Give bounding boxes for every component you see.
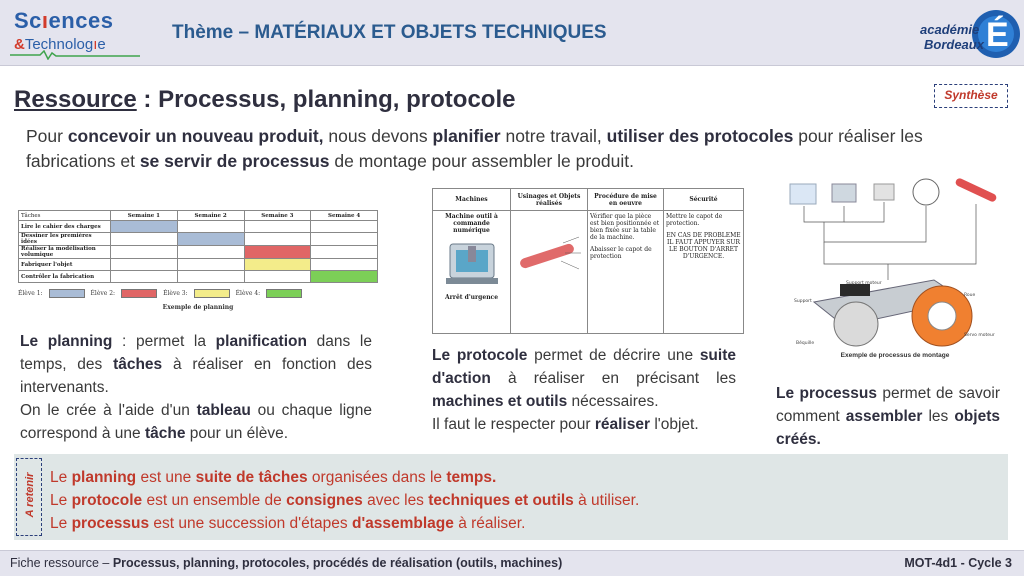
footer-left: Fiche ressource – Processus, planning, protocoles, procédés de réalisation (outils, machines) [10,556,563,570]
logo-amp: & [14,36,25,53]
planning-week-cell [244,221,311,233]
header-bar [0,0,1024,66]
planning-week-cell [111,233,178,246]
planning-row [19,271,378,283]
protocol-table [432,188,744,334]
protocol-description: Le protocole permet de décrire une suite d'action à réaliser en précisant les machines et outils nécessaires. Il faut le respecter pour réaliser l'objet. [432,347,736,433]
planning-week-cell [177,221,244,233]
process-label-servo-moteur: Servo moteur [964,333,995,338]
planning-legend-swatch [49,289,85,298]
planning-week-cell [311,271,378,283]
machine-label: Machine outil à commande numérique [445,213,498,234]
planning-week-cell [177,233,244,246]
planning-week-cell [311,221,378,233]
planning-week-cell [177,259,244,271]
planning-week-cell [111,259,178,271]
resource-title-prefix: Ressource [14,86,137,113]
assembly-diagram [784,176,1006,372]
academie-bordeaux-logo [910,2,1020,64]
process-label-support: Support [794,299,812,304]
logo-text-ences: ences [48,8,114,33]
retenir-list [50,466,639,535]
retenir-line-protocole: Le protocole est un ensemble de consignes avec les techniques et outils à utiliser. [50,492,640,509]
emergency-stop-label: Arrêt d'urgence [444,294,499,301]
planning-week-cell [311,233,378,246]
planning-legend-swatch [121,289,157,298]
planning-week-cell [244,233,311,246]
logo-text-e: e [97,36,106,53]
machined-part-icon [513,213,585,293]
security-step-1: Mettre le capot de protection. [666,213,723,227]
planning-table [18,210,378,283]
resource-title [14,86,515,114]
retenir-line-planning: Le planning est une suite de tâches organisées dans le temps. [50,469,497,486]
planning-header-cell: Tâches [19,211,111,221]
planning-header-cell: Semaine 4 [311,211,378,221]
intro-paragraph: Pour concevoir un nouveau produit, nous devons planifier notre travail, utiliser des protocoles pour réaliser les fabrications et se servir de processus de montage pour assembler le produit. [26,126,923,171]
footer-code: MOT-4d1 - Cycle 3 [904,556,1012,570]
planning-week-cell [177,246,244,259]
protocol-header-machines: Machines [433,189,511,211]
planning-legend [18,289,378,298]
sciences-technologie-logo: Scıences &Technologıe [10,6,140,60]
process-label-bequille: Béquille [796,341,815,346]
procedure-step-2: Abaisser le capot de protection [590,246,652,260]
process-label-support-moteur: Support moteur [846,281,882,286]
retenir-label: A retenir [24,472,36,518]
planning-legend-swatch [194,289,230,298]
planning-caption: Exemple de planning [162,304,234,311]
footer-bar [0,550,1024,576]
planning-week-cell [311,259,378,271]
planning-header-cell: Semaine 2 [177,211,244,221]
planning-header-cell: Semaine 3 [244,211,311,221]
planning-row [19,233,378,246]
cnc-machine-icon [442,238,502,288]
planning-legend-swatch [266,289,302,298]
logo-text-sc: Sc [14,8,42,33]
procedure-step-1: Vérifier que la pièce est bien positionnée et bien fixée sur la table de la machine. [590,213,660,241]
svg-text:É: É [986,16,1009,54]
planning-row [19,221,378,233]
planning-task-cell: Dessiner les premières idées [19,233,111,246]
planning-week-cell [177,271,244,283]
retenir-label-box [16,458,42,536]
planning-legend-label: Élève 4: [235,290,261,297]
bordeaux-label: Bordeaux [924,37,984,52]
process-caption: Exemple de processus de montage [840,352,950,359]
planning-row [19,259,378,271]
process-label-roue: Roue [964,293,976,298]
protocol-example-image [432,188,744,334]
planning-row [19,246,378,259]
logo-text-technolog: Technolog [24,36,94,53]
planning-description: Le planning : permet la planification dans le temps, des tâches à réaliser en fonction des intervenants. On le crée à l'aide d'un tableau ou chaque ligne correspond à une tâche pour un élève. [20,333,373,442]
planning-task-cell: Réaliser la modélisation volumique [19,246,111,259]
planning-task-cell: Fabriquer l'objet [19,259,111,271]
retenir-line-processus: Le processus est une succession d'étapes d'assemblage à réaliser. [50,515,526,532]
planning-task-cell: Lire le cahier des charges [19,221,111,233]
planning-week-cell [244,246,311,259]
security-step-2: EN CAS DE PROBLEME IL FAUT APPUYER SUR LE BOUTON D'ARRET D'URGENCE. [666,232,741,260]
retenir-box [14,454,1008,540]
academie-label: académie [920,22,980,37]
planning-week-cell [111,271,178,283]
protocol-header-procedure: Procédure de mise en oeuvre [588,189,664,211]
planning-legend-label: Élève 2: [90,290,116,297]
planning-week-cell [111,246,178,259]
planning-week-cell [111,221,178,233]
planning-example-image [18,210,378,318]
process-example-image [784,176,1006,372]
synthese-badge: Synthèse [934,84,1008,108]
planning-week-cell [244,259,311,271]
planning-legend-label: Élève 1: [18,290,43,297]
planning-header-cell: Semaine 1 [111,211,178,221]
planning-task-cell: Contrôler la fabrication [19,271,111,283]
planning-week-cell [244,271,311,283]
protocol-header-securite: Sécurité [664,189,744,211]
logo-wave-icon [10,50,140,60]
planning-week-cell [311,246,378,259]
planning-legend-label: Élève 3: [163,290,188,297]
theme-title: Thème – MATÉRIAUX ET OBJETS TECHNIQUES [172,22,607,43]
process-description: Le processus permet de savoir comment assembler les objets créés. [776,385,1000,448]
protocol-header-usinages: Usinages et Objets réalisés [511,189,588,211]
resource-title-rest: : Processus, planning, protocole [136,86,516,113]
